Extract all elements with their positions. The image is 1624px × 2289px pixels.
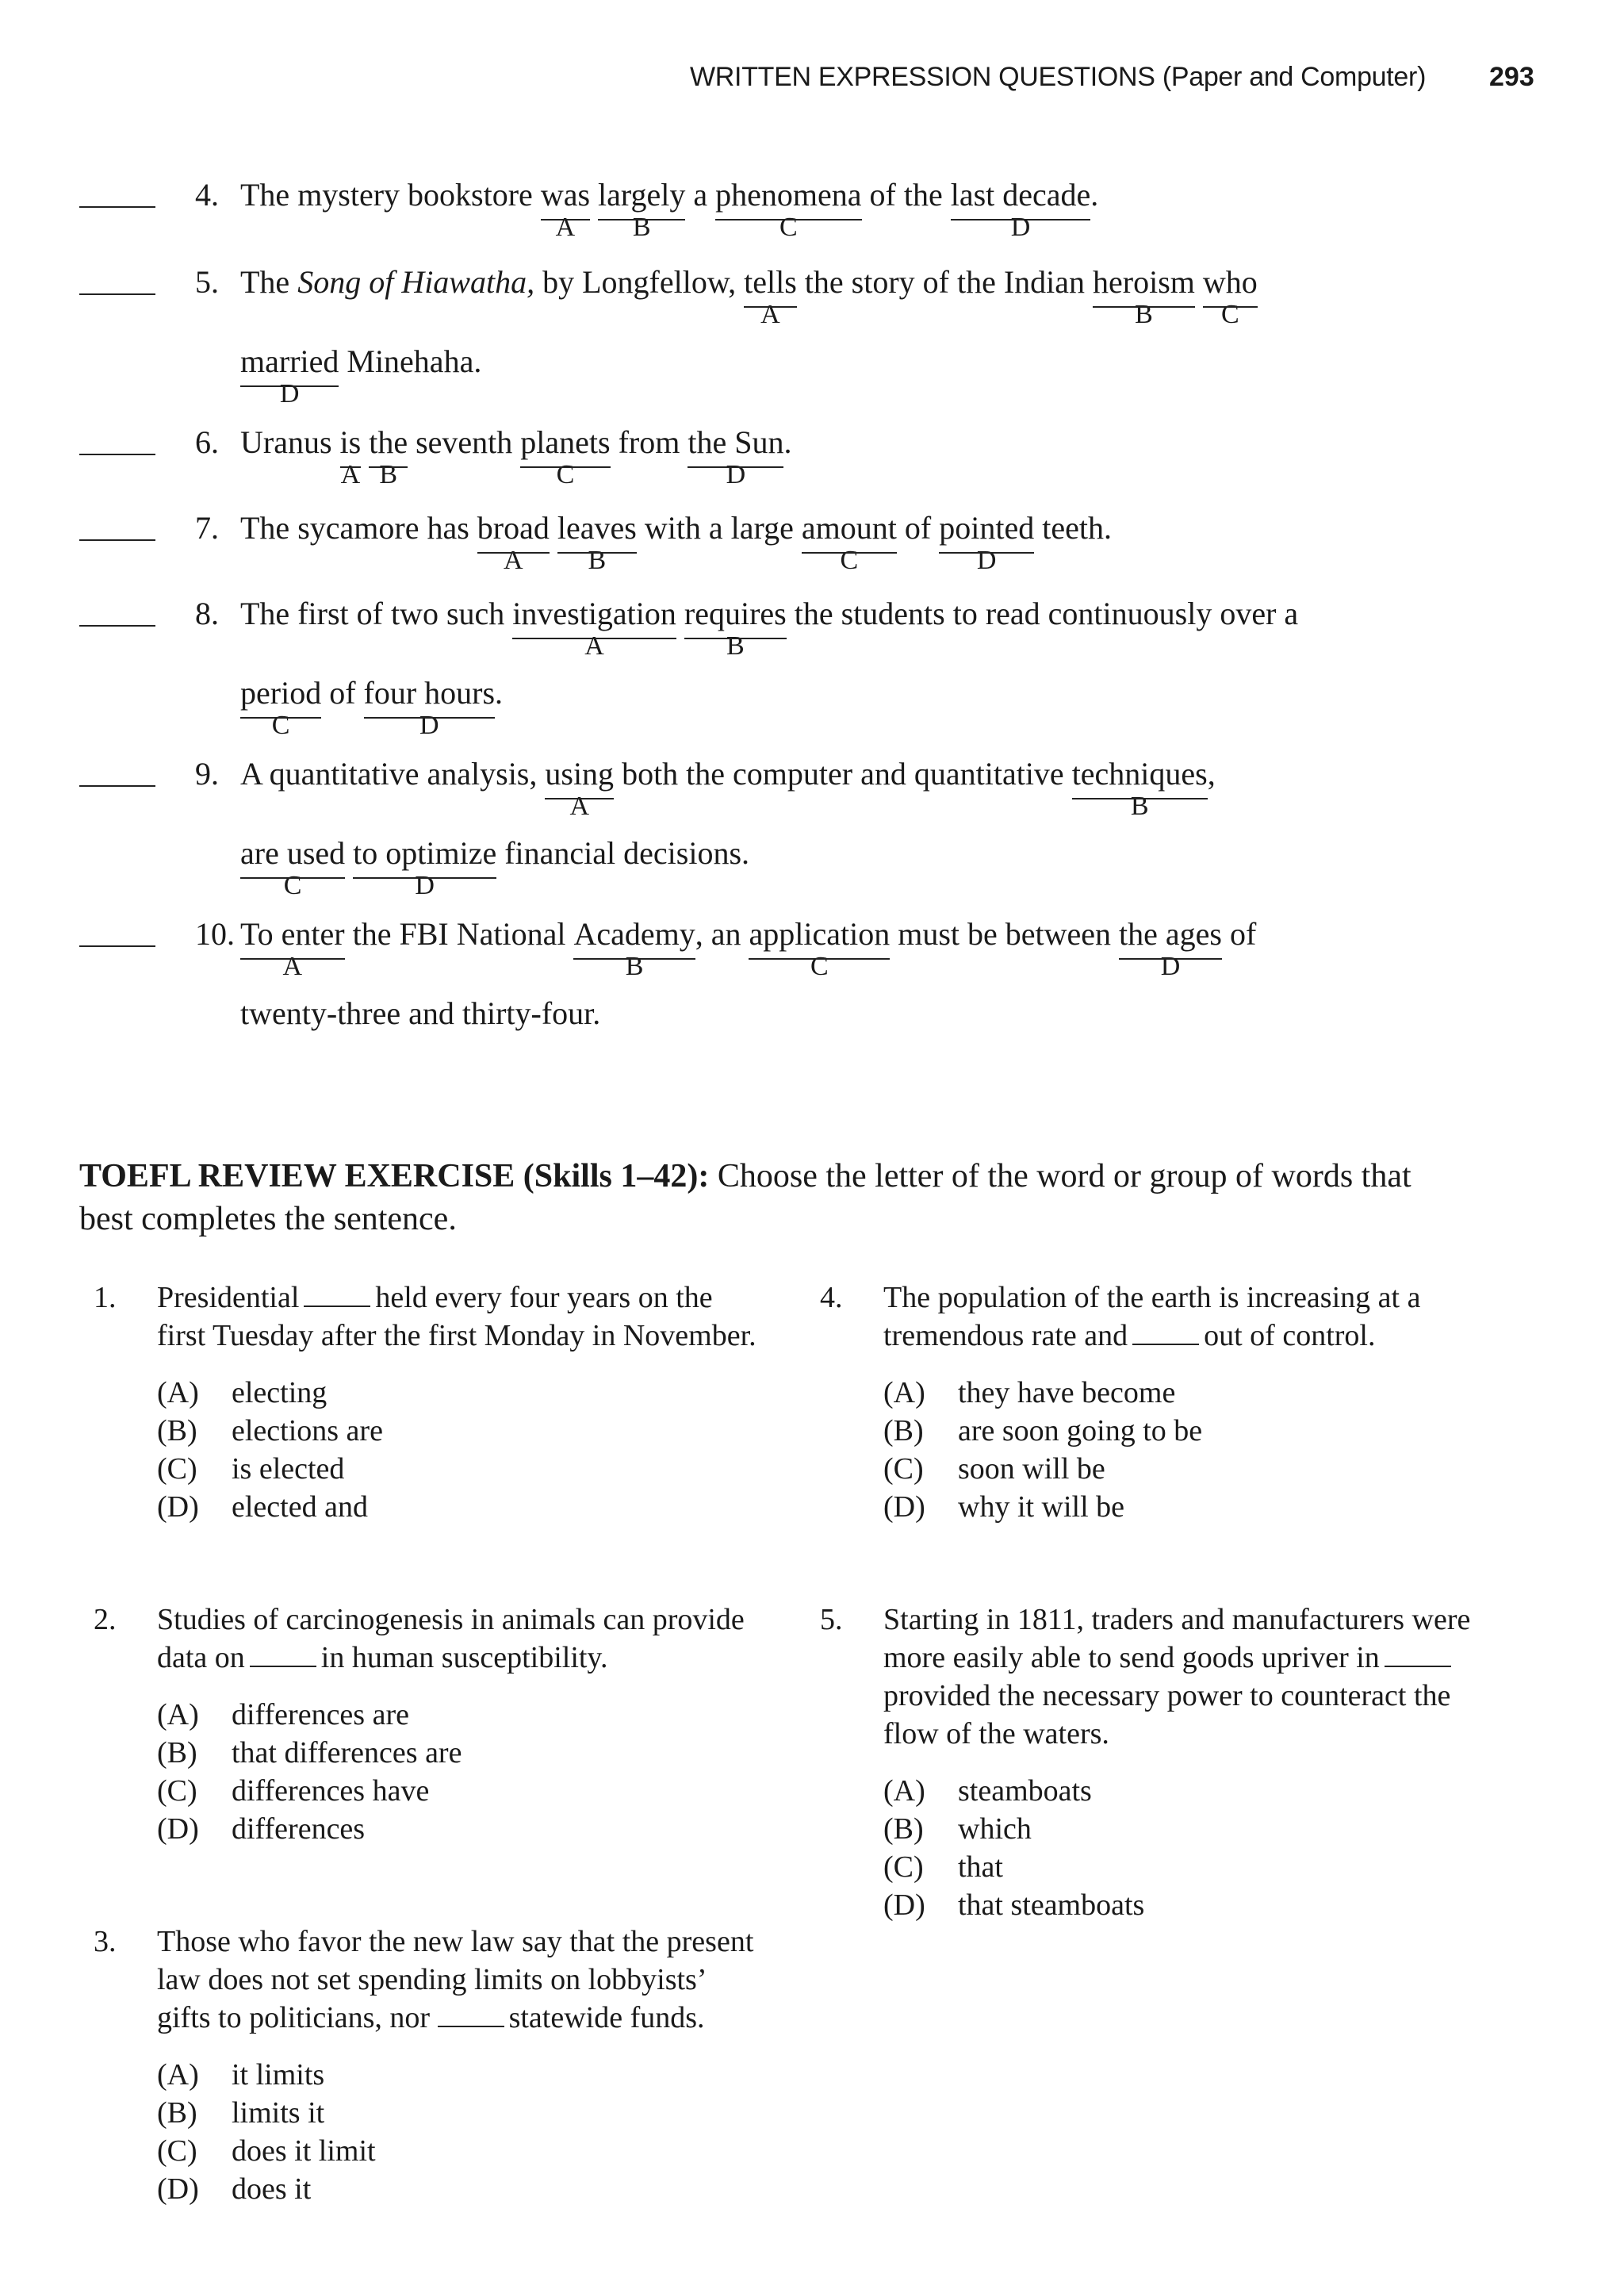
fill-in-blank — [304, 1283, 370, 1307]
answer-options — [157, 1374, 760, 1526]
fill-in-blank — [438, 2003, 504, 2027]
answer-blank[interactable] — [79, 785, 155, 787]
underlined-option-c[interactable]: planets C — [520, 424, 611, 489]
answer-option-d[interactable]: (D) that steamboats — [883, 1888, 1145, 1922]
answer-option-d[interactable]: (D) elected and — [157, 1490, 368, 1524]
question-number: 8. — [195, 596, 219, 631]
answer-option-a[interactable]: (A) electing — [157, 1376, 327, 1409]
underlined-option-b[interactable]: largely B — [598, 177, 686, 242]
underlined-option-c[interactable]: who C — [1202, 264, 1258, 329]
review-question-2 — [94, 1601, 760, 1848]
underlined-option-d[interactable]: pointed D — [939, 510, 1035, 575]
question-number: 2. — [94, 1603, 117, 1636]
question-stem: Studies of carcinogenesis in animals can provide data on in human susceptibility. — [157, 1603, 745, 1674]
answer-option-b[interactable]: (B) elections are — [157, 1414, 383, 1447]
underlined-option-b[interactable]: heroism B — [1093, 264, 1195, 329]
answer-option-c[interactable]: (C) is elected — [157, 1452, 345, 1486]
answer-options — [157, 2056, 760, 2208]
underlined-option-a[interactable]: tells A — [744, 264, 797, 329]
answer-blank[interactable] — [79, 454, 155, 455]
underlined-option-d[interactable]: the Sun D — [688, 424, 784, 489]
question-number: 5. — [195, 264, 219, 300]
answer-blank[interactable] — [79, 625, 155, 627]
underlined-option-d[interactable]: to optimize D — [353, 835, 497, 900]
answer-option-a[interactable]: (A) differences are — [157, 1698, 409, 1731]
underlined-option-d[interactable]: the ages D — [1119, 916, 1222, 981]
question-number: 6. — [195, 424, 219, 460]
underlined-option-a[interactable]: is A — [339, 424, 362, 489]
review-question-5 — [820, 1601, 1486, 1924]
underlined-option-a[interactable]: investigation A — [512, 596, 676, 661]
underlined-option-c[interactable]: application C — [749, 916, 891, 981]
question-text-continued: twenty-three and thirty-four. — [240, 995, 601, 1031]
answer-blank[interactable] — [79, 539, 155, 541]
answer-blank[interactable] — [79, 206, 155, 208]
question-stem: Those who favor the new law say that the present law does not set spending limits on lobbyists’ gifts to politicians, nor statewide funds. — [157, 1925, 754, 2034]
review-question-1 — [94, 1279, 760, 1526]
question-text-continued: married D Minehaha. — [240, 343, 482, 408]
fill-in-blank — [250, 1643, 316, 1667]
question-number: 5. — [820, 1603, 843, 1636]
answer-option-b[interactable]: (B) limits it — [157, 2096, 325, 2130]
answer-blank[interactable] — [79, 293, 155, 295]
answer-option-d[interactable]: (D) why it will be — [883, 1490, 1125, 1524]
question-text: The mystery bookstore was A largely B a phenomena C of the last decade D . — [240, 177, 1099, 242]
answer-option-b[interactable]: (B) which — [883, 1812, 1032, 1846]
question-text: Uranus is A the B seventh planets C from the Sun D . — [240, 424, 792, 489]
underlined-option-a[interactable]: To enter A — [240, 916, 345, 981]
question-text: The Song of Hiawatha, by Longfellow, tells A the story of the Indian heroism B who C — [240, 264, 1258, 329]
underlined-option-c[interactable]: are used C — [240, 835, 346, 900]
review-exercise-instructions: Choose the letter of the word or group of words that best completes the sentence. — [79, 1158, 1411, 1237]
review-question-4 — [820, 1279, 1486, 1526]
underlined-option-a[interactable]: was A — [540, 177, 591, 242]
underlined-option-b[interactable]: requires B — [684, 596, 787, 661]
running-head: WRITTEN EXPRESSION QUESTIONS (Paper and Computer) — [690, 62, 1427, 92]
question-number: 7. — [195, 510, 219, 546]
underlined-option-a[interactable]: using A — [545, 756, 615, 821]
underlined-option-c[interactable]: period C — [240, 675, 322, 740]
question-number: 3. — [94, 1925, 117, 1958]
answer-option-a[interactable]: (A) steamboats — [883, 1774, 1092, 1808]
underlined-option-d[interactable]: four hours D — [363, 675, 496, 740]
question-number: 1. — [94, 1281, 117, 1314]
answer-option-a[interactable]: (A) it limits — [157, 2058, 325, 2092]
book-title: Song of Hiawatha, — [297, 264, 535, 300]
question-number: 4. — [195, 177, 219, 213]
answer-option-b[interactable]: (B) are soon going to be — [883, 1414, 1203, 1447]
answer-blank[interactable] — [79, 945, 155, 947]
question-number: 4. — [820, 1281, 843, 1314]
answer-option-b[interactable]: (B) that differences are — [157, 1736, 462, 1769]
question-text: To enter A the FBI National Academy B , an application C must be between the ages D of — [240, 916, 1257, 981]
answer-options — [883, 1374, 1486, 1526]
answer-option-d[interactable]: (D) does it — [157, 2172, 312, 2206]
underlined-option-d[interactable]: married D — [240, 343, 339, 408]
answer-option-a[interactable]: (A) they have become — [883, 1376, 1176, 1409]
question-text: The first of two such investigation A requires B the students to read continuously over a — [240, 596, 1299, 661]
answer-option-c[interactable]: (C) differences have — [157, 1774, 430, 1808]
underlined-option-c[interactable]: phenomena C — [715, 177, 862, 242]
review-exercise-heading — [79, 1155, 1459, 1240]
underlined-option-c[interactable]: amount C — [801, 510, 897, 575]
question-stem: Starting in 1811, traders and manufacturers were more easily able to send goods upriver inprovided the necessary power to counteract the flow of the waters. — [883, 1603, 1471, 1750]
question-stem: The population of the earth is increasing at a tremendous rate and out of control. — [883, 1281, 1421, 1352]
fill-in-blank — [1132, 1321, 1199, 1345]
question-text: The sycamore has broad A leaves B with a large amount C of pointed D teeth. — [240, 510, 1112, 575]
underlined-option-b[interactable]: Academy B — [573, 916, 695, 981]
underlined-option-a[interactable]: broad A — [477, 510, 550, 575]
question-text: A quantitative analysis, using A both the computer and quantitative techniques B , — [240, 756, 1216, 821]
question-number: 9. — [195, 756, 219, 792]
fill-in-blank — [1385, 1643, 1451, 1667]
question-text-continued: period C of four hours D . — [240, 675, 504, 740]
underlined-option-d[interactable]: last decade D — [950, 177, 1091, 242]
underlined-option-b[interactable]: the B — [369, 424, 408, 489]
answer-options — [157, 1696, 760, 1848]
answer-option-c[interactable]: (C) does it limit — [157, 2134, 376, 2168]
answer-options — [883, 1772, 1486, 1924]
question-number: 10. — [195, 916, 235, 952]
question-stem: Presidential held every four years on the first Tuesday after the first Monday in November. — [157, 1281, 756, 1352]
underlined-option-b[interactable]: techniques B — [1071, 756, 1208, 821]
review-question-3 — [94, 1923, 760, 2208]
review-exercise-title: TOEFL REVIEW EXERCISE (Skills 1–42): — [79, 1158, 710, 1194]
page-number: 293 — [1489, 62, 1534, 92]
answer-option-c[interactable]: (C) that — [883, 1850, 1003, 1884]
underlined-option-b[interactable]: leaves B — [557, 510, 637, 575]
question-text-continued: are used C to optimize D financial decisions. — [240, 835, 750, 900]
answer-option-d[interactable]: (D) differences — [157, 1812, 366, 1846]
answer-option-c[interactable]: (C) soon will be — [883, 1452, 1105, 1486]
